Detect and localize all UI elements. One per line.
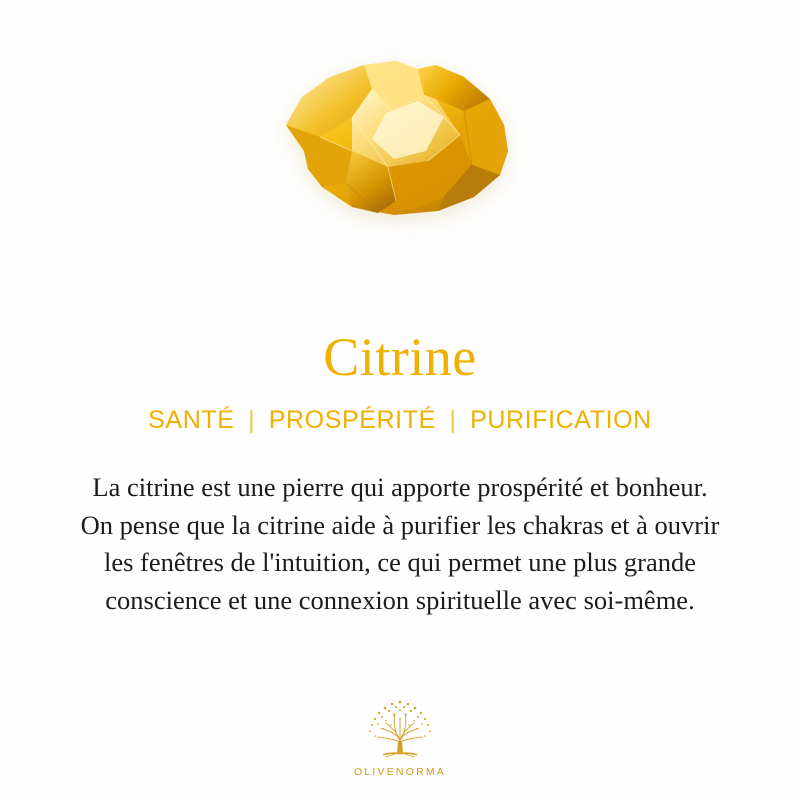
keyword-separator-2: | bbox=[449, 406, 457, 434]
description-line-2: On pense que la citrine aide à purifier les chakras et à ouvrir bbox=[80, 509, 720, 540]
description-line-1: La citrine est une pierre qui apporte prospérité et bonheur. bbox=[92, 472, 708, 502]
brand-logo bbox=[0, 695, 800, 778]
description-line-3: les fenêtres de l'intuition, ce qui permet une plus grande bbox=[103, 547, 696, 578]
keyword-purification: PURIFICATION bbox=[470, 406, 652, 434]
stone-image-area bbox=[0, 0, 800, 330]
page-title: Citrine bbox=[323, 327, 477, 387]
description-line-4: conscience et une connexion spirituelle avec soi-même. bbox=[105, 584, 695, 615]
keyword-separator-1: | bbox=[248, 406, 256, 434]
keyword-line bbox=[148, 406, 652, 435]
keyword-health: SANTÉ bbox=[148, 406, 235, 434]
description-text bbox=[20, 469, 780, 620]
citrine-stone-icon bbox=[268, 55, 533, 230]
keyword-prosperity: PROSPÉRITÉ bbox=[268, 406, 436, 434]
tree-of-life-icon bbox=[361, 695, 439, 765]
brand-name: OLIVENORMA bbox=[353, 766, 446, 778]
citrine-raw-stone bbox=[268, 55, 533, 230]
